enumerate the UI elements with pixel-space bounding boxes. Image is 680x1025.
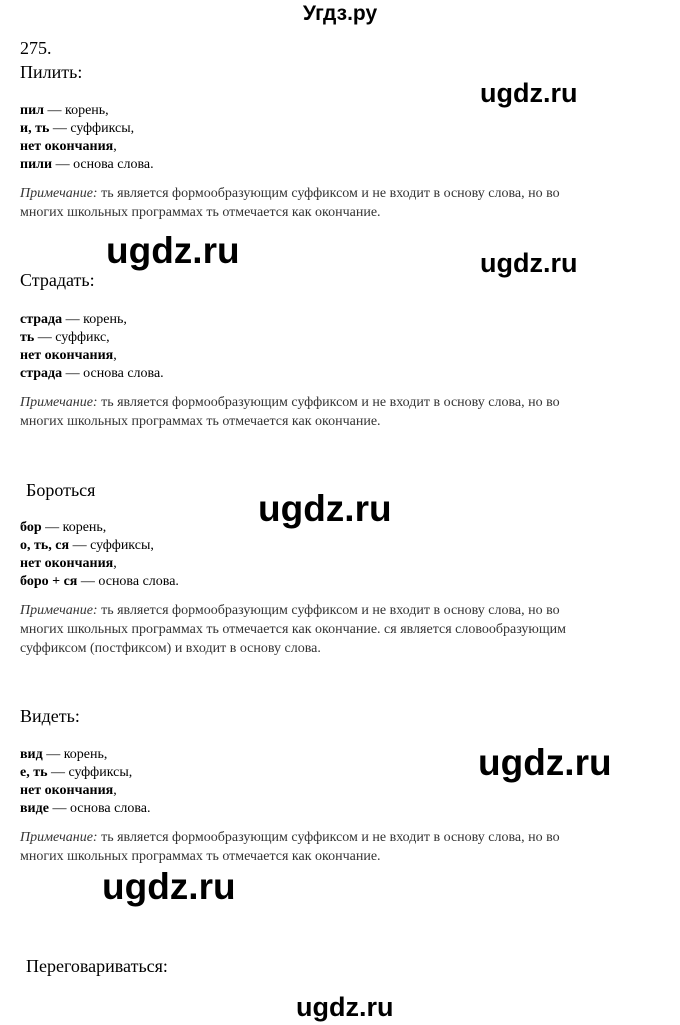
watermark: ugdz.ru (480, 78, 578, 108)
watermark: ugdz.ru (296, 992, 394, 1022)
analysis-line: бор — корень, (20, 520, 107, 535)
analysis-line: нет окончания, (20, 783, 117, 798)
analysis-line: е, ть — суффиксы, (20, 765, 133, 780)
analysis-line: страда — корень, (20, 312, 127, 327)
note-paragraph: Примечание: ть является формообразующим суффиксом и не входит в основу слова, но во многих школьных программах ть отмечается как окончание. (20, 186, 560, 220)
analysis-line: пили — основа слова. (20, 157, 154, 172)
task-number: 275. (20, 38, 52, 58)
analysis-line: вид — корень, (20, 747, 108, 762)
analysis-line: страда — основа слова. (20, 366, 164, 381)
section-word-peregovarivatsya: Переговариваться: (26, 956, 168, 976)
section-word-stradat: Страдать: (20, 270, 95, 290)
site-title: Угдз.ру (302, 2, 378, 25)
watermark: ugdz.ru (106, 230, 240, 271)
analysis-line: боро + ся — основа слова. (20, 574, 179, 589)
analysis-line: нет окончания, (20, 139, 117, 154)
section-word-pilit: Пилить: (20, 62, 83, 82)
note-paragraph: Примечание: ть является формообразующим суффиксом и не входит в основу слова, но во многих школьных программах ть отмечается как окончание. ся является словообразующим суффиксом (постфиксом) и входит в основу слова. (20, 603, 567, 656)
analysis-line: виде — основа слова. (20, 801, 151, 816)
note-paragraph: Примечание: ть является формообразующим суффиксом и не входит в основу слова, но во многих школьных программах ть отмечается как окончание. (20, 830, 560, 864)
analysis-line: нет окончания, (20, 348, 117, 363)
watermark: ugdz.ru (258, 488, 392, 529)
analysis-line: и, ть — суффиксы, (20, 121, 135, 136)
analysis-line: пил — корень, (20, 103, 109, 118)
note-paragraph: Примечание: ть является формообразующим суффиксом и не входит в основу слова, но во многих школьных программах ть отмечается как окончание. (20, 395, 560, 429)
watermark: ugdz.ru (480, 248, 578, 278)
watermark: ugdz.ru (478, 742, 612, 783)
analysis-line: нет окончания, (20, 556, 117, 571)
watermark: ugdz.ru (102, 866, 236, 907)
analysis-line: о, ть, ся — суффиксы, (20, 538, 154, 553)
analysis-line: ть — суффикс, (20, 330, 110, 345)
section-word-videt: Видеть: (20, 706, 80, 726)
section-word-borotsya: Бороться (26, 480, 96, 500)
